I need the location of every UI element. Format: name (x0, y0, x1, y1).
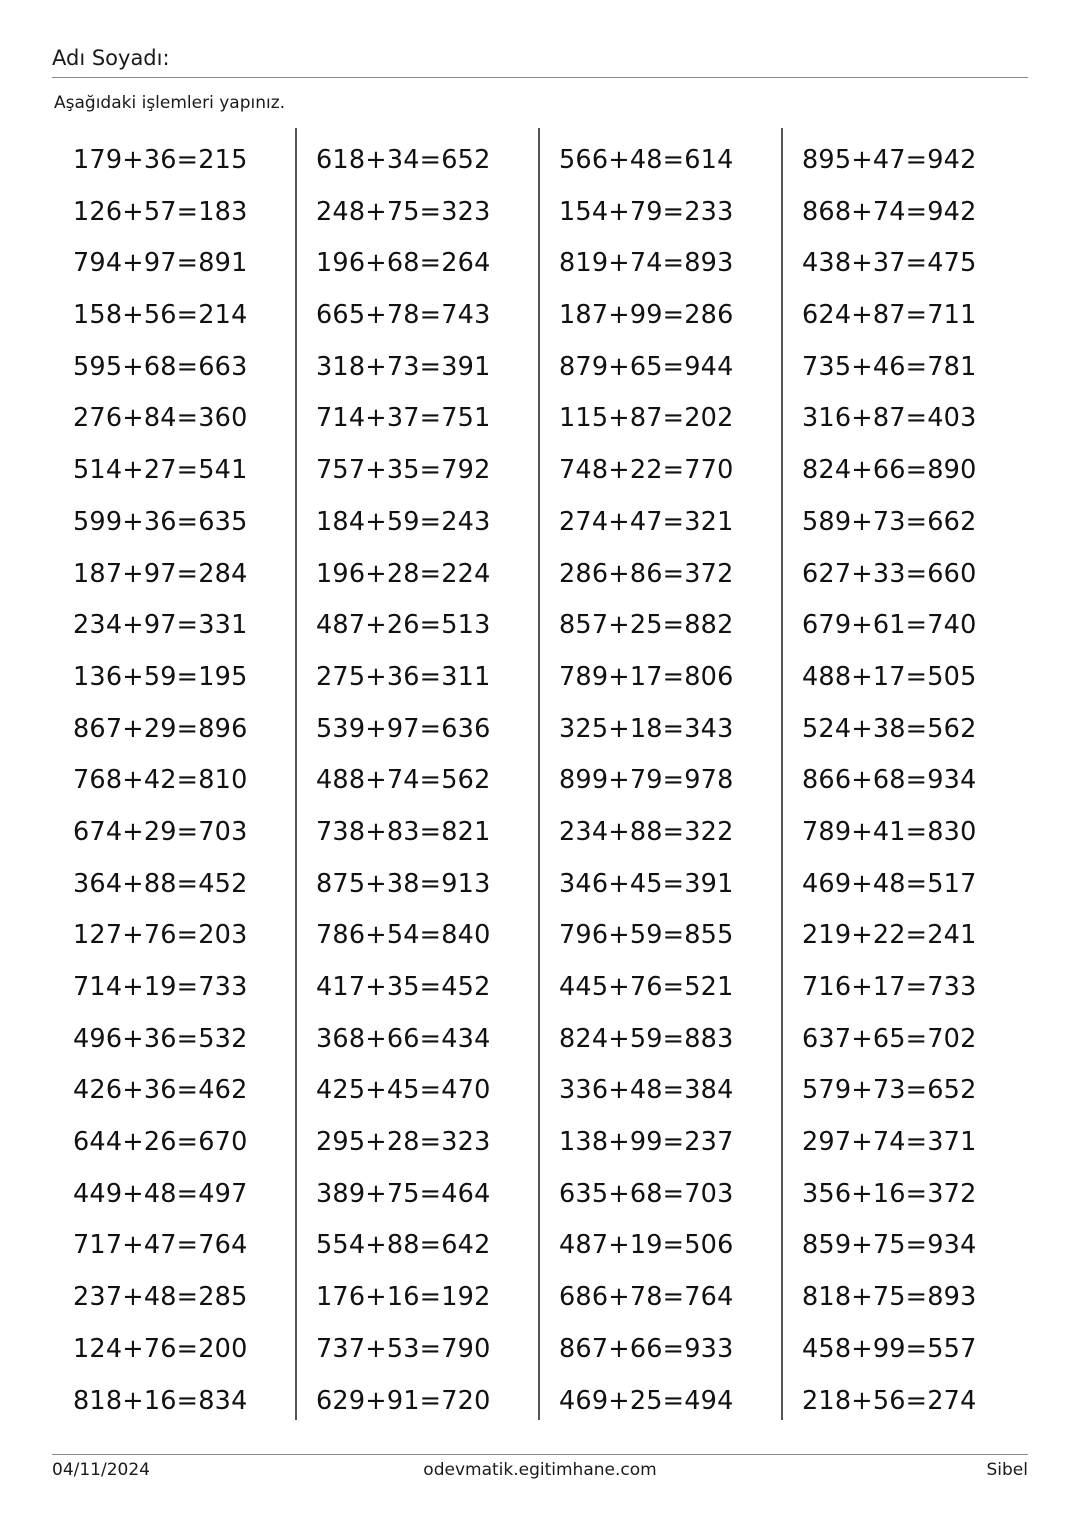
footer (52, 1459, 1028, 1481)
problem-item: 624+87=711 (802, 300, 977, 331)
problem-item: 356+16=372 (802, 1178, 977, 1209)
problem-item: 714+37=751 (316, 403, 491, 434)
problem-item: 618+34=652 (316, 145, 491, 175)
problem-item: 868+74=942 (802, 196, 977, 227)
problem-item: 768+42=810 (73, 765, 248, 796)
problem-column-2 (297, 128, 540, 1420)
problem-item: 124+76=200 (73, 1333, 248, 1364)
problem-column-1 (54, 128, 297, 1420)
problem-item: 286+86=372 (559, 558, 734, 589)
problem-item: 514+27=541 (73, 455, 248, 486)
problem-item: 336+48=384 (559, 1075, 734, 1106)
problem-item: 866+68=934 (802, 765, 977, 796)
problem-item: 867+66=933 (559, 1333, 734, 1364)
problem-item: 438+37=475 (802, 248, 977, 279)
footer-date: 04/11/2024 (52, 1460, 150, 1480)
problem-item: 179+36=215 (73, 145, 248, 175)
problem-item: 426+36=462 (73, 1075, 248, 1106)
problem-item: 368+66=434 (316, 1023, 491, 1054)
problem-item: 818+75=893 (802, 1282, 977, 1313)
problem-item: 469+48=517 (802, 868, 977, 899)
problem-item: 274+47=321 (559, 506, 734, 537)
problem-item: 346+45=391 (559, 868, 734, 899)
problem-item: 579+73=652 (802, 1075, 977, 1106)
problem-item: 879+65=944 (559, 351, 734, 382)
problem-item: 738+83=821 (316, 816, 491, 847)
problem-item: 735+46=781 (802, 351, 977, 382)
problem-item: 458+99=557 (802, 1333, 977, 1364)
problem-item: 425+45=470 (316, 1075, 491, 1106)
problem-item: 818+16=834 (73, 1385, 248, 1416)
problem-item: 487+26=513 (316, 610, 491, 641)
problem-item: 237+48=285 (73, 1282, 248, 1313)
instruction-text: Aşağıdaki işlemleri yapınız. (54, 93, 286, 113)
problem-item: 824+59=883 (559, 1023, 734, 1054)
problem-item: 686+78=764 (559, 1282, 734, 1313)
problem-item: 196+28=224 (316, 558, 491, 589)
problem-item: 488+74=562 (316, 765, 491, 796)
problem-item: 364+88=452 (73, 868, 248, 899)
problem-item: 295+28=323 (316, 1127, 491, 1158)
problem-item: 857+25=882 (559, 610, 734, 641)
problem-item: 899+79=978 (559, 765, 734, 796)
problem-item: 488+17=505 (802, 661, 977, 692)
footer-divider (52, 1454, 1028, 1455)
problem-item: 496+36=532 (73, 1023, 248, 1054)
problem-item: 539+97=636 (316, 713, 491, 744)
problem-item: 136+59=195 (73, 661, 248, 692)
problem-item: 126+57=183 (73, 196, 248, 227)
problem-column-3 (540, 128, 783, 1420)
problem-item: 757+35=792 (316, 455, 491, 486)
problem-item: 867+29=896 (73, 713, 248, 744)
problem-item: 449+48=497 (73, 1178, 248, 1209)
problem-item: 115+87=202 (559, 403, 734, 434)
footer-site: odevmatik.egitimhane.com (423, 1460, 657, 1480)
problem-column-4 (783, 128, 1026, 1420)
problem-item: 417+35=452 (316, 972, 491, 1002)
problem-item: 138+99=237 (559, 1127, 734, 1158)
problem-item: 297+74=371 (802, 1127, 977, 1158)
problem-item: 487+19=506 (559, 1230, 734, 1261)
problem-item: 325+18=343 (559, 713, 734, 744)
problem-item: 737+53=790 (316, 1333, 491, 1364)
problem-item: 248+75=323 (316, 196, 491, 227)
problem-grid (54, 128, 1026, 1420)
problem-item: 589+73=662 (802, 506, 977, 537)
problem-item: 154+79=233 (559, 196, 734, 227)
problem-item: 796+59=855 (559, 920, 734, 951)
problem-item: 218+56=274 (802, 1385, 977, 1416)
name-label: Adı Soyadı: (52, 46, 170, 70)
problem-item: 665+78=743 (316, 300, 491, 331)
problem-item: 674+29=703 (73, 816, 248, 847)
problem-item: 566+48=614 (559, 145, 734, 175)
problem-item: 679+61=740 (802, 610, 977, 641)
problem-item: 714+19=733 (73, 972, 248, 1002)
problem-item: 234+88=322 (559, 816, 734, 847)
problem-item: 554+88=642 (316, 1230, 491, 1261)
problem-item: 219+22=241 (802, 920, 977, 951)
problem-item: 748+22=770 (559, 455, 734, 486)
problem-item: 158+56=214 (73, 300, 248, 331)
problem-item: 789+17=806 (559, 661, 734, 692)
problem-item: 644+26=670 (73, 1127, 248, 1158)
problem-item: 275+36=311 (316, 661, 491, 692)
problem-item: 316+87=403 (802, 403, 977, 434)
problem-item: 635+68=703 (559, 1178, 734, 1209)
problem-item: 786+54=840 (316, 920, 491, 951)
problem-item: 469+25=494 (559, 1385, 734, 1416)
problem-item: 187+99=286 (559, 300, 734, 331)
problem-item: 176+16=192 (316, 1282, 491, 1313)
problem-item: 627+33=660 (802, 558, 977, 589)
problem-item: 716+17=733 (802, 972, 977, 1002)
problem-item: 819+74=893 (559, 248, 734, 279)
problem-item: 789+41=830 (802, 816, 977, 847)
problem-item: 595+68=663 (73, 351, 248, 382)
problem-item: 717+47=764 (73, 1230, 248, 1261)
problem-item: 187+97=284 (73, 558, 248, 589)
problem-item: 234+97=331 (73, 610, 248, 641)
problem-item: 629+91=720 (316, 1385, 491, 1416)
problem-item: 445+76=521 (559, 972, 734, 1002)
problem-item: 599+36=635 (73, 506, 248, 537)
problem-item: 875+38=913 (316, 868, 491, 899)
problem-item: 276+84=360 (73, 403, 248, 434)
problem-item: 184+59=243 (316, 506, 491, 537)
problem-item: 389+75=464 (316, 1178, 491, 1209)
problem-item: 524+38=562 (802, 713, 977, 744)
footer-author: Sibel (986, 1460, 1028, 1480)
problem-item: 318+73=391 (316, 351, 491, 382)
problem-item: 895+47=942 (802, 145, 977, 175)
problem-item: 637+65=702 (802, 1023, 977, 1054)
problem-item: 794+97=891 (73, 248, 248, 279)
problem-item: 859+75=934 (802, 1230, 977, 1261)
header-divider (52, 77, 1028, 78)
problem-item: 127+76=203 (73, 920, 248, 951)
problem-item: 824+66=890 (802, 455, 977, 486)
problem-item: 196+68=264 (316, 248, 491, 279)
